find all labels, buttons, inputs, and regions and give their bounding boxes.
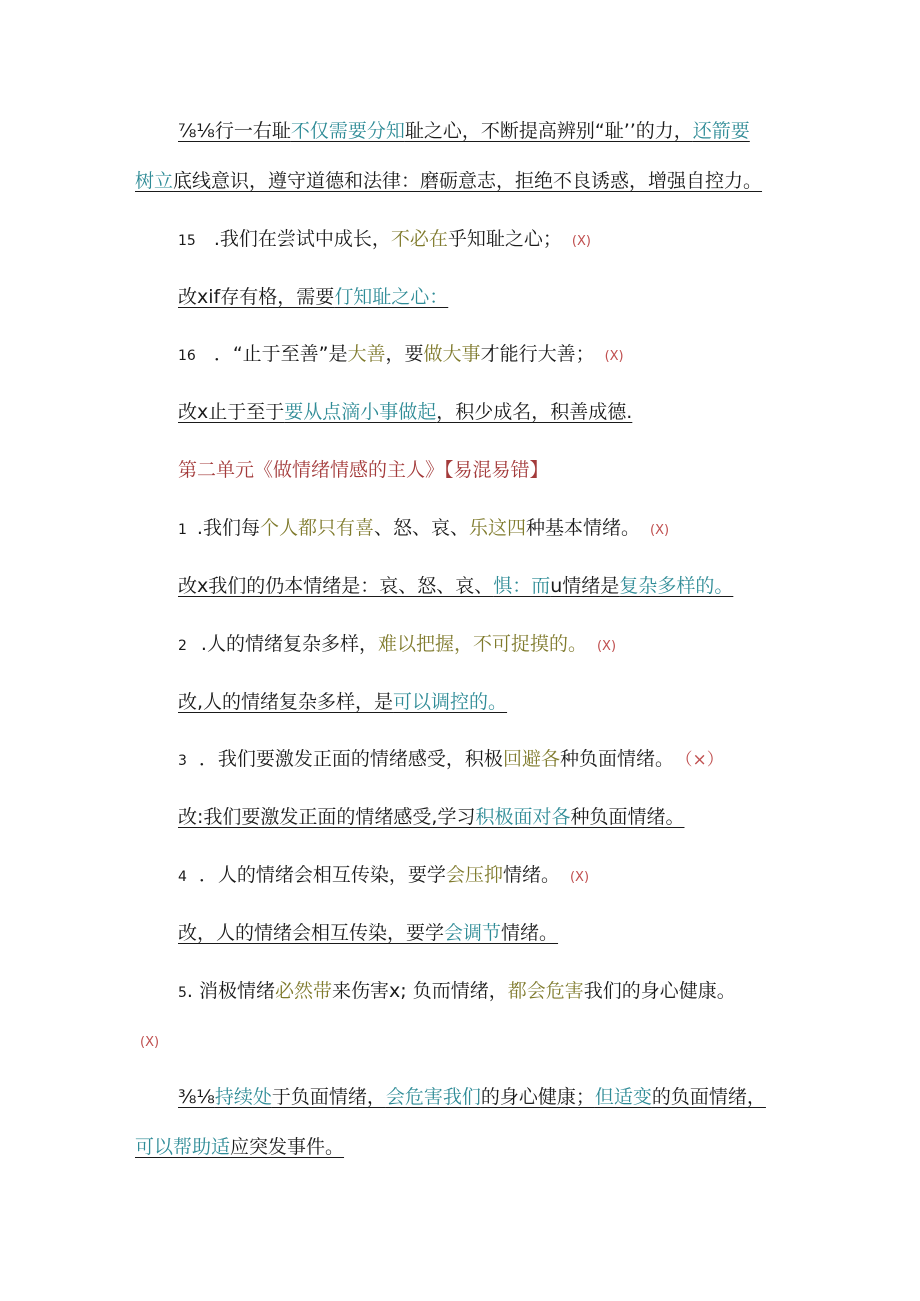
item-4-number: 4 [178, 869, 187, 885]
correction-3 [178, 804, 684, 830]
item-4-mark: (X) [569, 870, 590, 885]
item-16-mark: (X) [604, 349, 624, 364]
correction-16-part-1: 改x止于至于 [178, 401, 285, 423]
correction-5-part-1: ⅜⅛ [178, 1086, 215, 1108]
item-5-mark-line [140, 1027, 159, 1056]
item-1-part-5: 种基本情绪。 [526, 517, 641, 539]
correction-16-part-2: 要从点滴小事做起 [284, 401, 437, 423]
correction-1-part-1: 改x我们的仍本情绪是：哀、怒、哀、 [178, 575, 494, 597]
line-1-part-2: 不仅需要分知 [290, 120, 405, 142]
item-4-part-2: 会压抑 [445, 864, 503, 886]
item-4 [178, 862, 589, 891]
correction-16 [178, 399, 632, 425]
item-3-part-1: ．我们要激发正面的情绪感受，积极 [198, 748, 503, 770]
item-16-number: 16 [178, 348, 196, 364]
item-1 [178, 515, 669, 544]
item-1-part-3: 、怒、哀、 [373, 517, 469, 539]
correction-1 [178, 573, 733, 599]
correction-2 [178, 689, 507, 715]
correction-4 [178, 920, 558, 946]
item-16-part-4: 做大事 [423, 343, 481, 365]
correction-5-part-7: 的负面情绪， [651, 1086, 766, 1108]
item-16-part-3: ，要 [385, 343, 424, 365]
item-16 [178, 341, 624, 370]
item-15-part-3: 乎知耻之心； [447, 228, 562, 250]
correction-5-part-2: 持续处 [214, 1086, 272, 1108]
item-1-mark: (X) [650, 523, 670, 538]
section-heading [178, 457, 549, 483]
item-3-part-2: 回避各 [502, 748, 560, 770]
correction-15 [178, 284, 448, 310]
item-1-part-1: .我们每 [196, 517, 260, 539]
item-2-part-1: .人的情绪复杂多样， [200, 633, 378, 655]
item-5-part-1: . 消极情绪 [186, 980, 276, 1002]
item-4-part-1: ．人的情绪会相互传染，要学 [198, 864, 446, 886]
item-2-number: 2 [178, 638, 187, 654]
correction-4-part-1: 改，人的情绪会相互传染，要学 [178, 922, 445, 944]
item-3-number: 3 [178, 753, 187, 769]
line-2-part-2: 底线意识，遵守道德和法律：磨砺意志，拒绝不良诱惑，增强自控力。 [173, 170, 763, 192]
item-5-part-3: 来伤害x; 负而情绪， [332, 980, 508, 1002]
item-2 [178, 631, 616, 660]
correction-1-part-2: 惧：而 [493, 575, 551, 597]
text-line-1 [178, 118, 750, 144]
item-16-part-2: 大善 [347, 343, 386, 365]
item-15-mark: (X) [571, 234, 591, 249]
item-5 [178, 978, 736, 1006]
item-15-part-1: .我们在尝试中成长， [213, 228, 391, 250]
line-1-part-3: 耻之心，不断提高辨别“耻’’的力， [404, 120, 693, 142]
correction-5-part-4: 会危害我们 [385, 1086, 481, 1108]
item-3-part-3: 种负面情绪。 [559, 748, 674, 770]
correction-2-part-1: 改,人的情绪复杂多样，是 [178, 691, 394, 713]
item-15-part-2: 不必在 [390, 228, 448, 250]
item-2-mark: (X) [596, 639, 617, 654]
item-5-number: 5 [178, 985, 187, 1001]
item-15 [178, 226, 591, 255]
item-5-mark: (X) [140, 1035, 160, 1050]
item-3 [178, 746, 724, 774]
section-heading-text: 第二单元《做情绪情感的主人》【易混易错】 [178, 459, 549, 481]
correction-3-part-2: 积极面对各 [475, 806, 571, 828]
line-1-part-1: ⅞⅛行一右耻 [178, 120, 291, 142]
correction-3-part-3: 种负面情绪。 [570, 806, 685, 828]
correction-5-part-5: 的身心健康； [480, 1086, 595, 1108]
correction-3-part-1: 改:我们要激发正面的情绪感受,学习 [178, 806, 476, 828]
item-2-part-2: 难以把握，不可捉摸的。 [377, 633, 587, 655]
correction-16-part-3: ，积少成名，积善成德. [436, 401, 633, 423]
item-15-number: 15 [178, 233, 196, 249]
correction-5-line-2 [135, 1134, 344, 1160]
line-1-part-4: 还箭要 [692, 120, 750, 142]
correction-5-part-6: 但适变 [594, 1086, 652, 1108]
item-5-part-4: 都会危害 [507, 980, 584, 1002]
correction-5-part-3: 于负面情绪， [271, 1086, 386, 1108]
correction-5-line-2-part-2: 应突发事件。 [230, 1136, 345, 1158]
item-5-part-5: 我们的身心健康。 [583, 980, 736, 1002]
item-4-part-3: 情绪。 [502, 864, 560, 886]
correction-1-part-3: u情绪是 [550, 575, 620, 597]
item-1-part-2: 个人都只有喜 [259, 517, 374, 539]
item-3-mark: （×） [683, 750, 724, 770]
correction-15-part-2: 仃知耻之心： [334, 286, 449, 308]
correction-1-part-4: 复杂多样的。 [619, 575, 734, 597]
item-5-part-2: 必然带 [275, 980, 333, 1002]
correction-4-part-3: 情绪。 [501, 922, 559, 944]
correction-15-part-1: 改xif存有格，需要 [178, 286, 335, 308]
item-1-part-4: 乐这四 [469, 517, 527, 539]
item-16-part-1: ．“止于至善”是 [213, 343, 348, 365]
item-16-part-5: 才能行大善； [480, 343, 595, 365]
correction-5-line-2-part-1: 可以帮助适 [135, 1136, 231, 1158]
line-2-part-1: 树立 [135, 170, 174, 192]
correction-2-part-2: 可以调控的。 [393, 691, 508, 713]
text-line-2 [135, 168, 762, 194]
correction-4-part-2: 会调节 [444, 922, 502, 944]
correction-5-line-1 [178, 1084, 766, 1110]
item-1-number: 1 [178, 522, 187, 538]
